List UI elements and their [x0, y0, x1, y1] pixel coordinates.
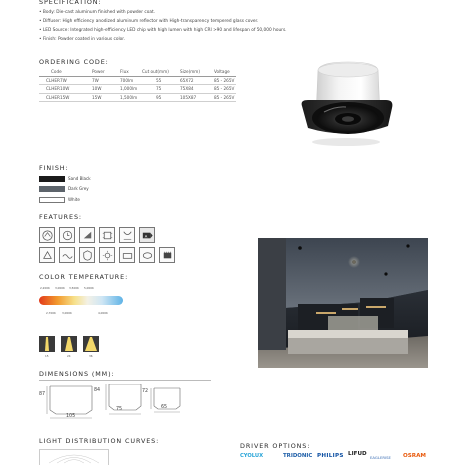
table-cell: 105X87 [180, 93, 214, 101]
column-header: Size(mm) [180, 67, 214, 77]
dimensions-title: DIMENSIONS (MM): [39, 370, 115, 378]
dimension-height: 87 [39, 392, 46, 397]
table-row [39, 77, 236, 85]
table-cell: 10W [92, 85, 120, 93]
angle-adjust-icon [119, 227, 135, 243]
ordering-code-title: ORDERING CODE: [39, 58, 109, 66]
table-cell: 95 [142, 93, 180, 101]
table-header-row [39, 67, 236, 77]
finish-label: White [68, 197, 80, 202]
heat-sink-icon [159, 247, 175, 263]
power-factor-icon [39, 247, 55, 263]
divider [39, 380, 211, 381]
glass-cover-icon [139, 247, 155, 263]
specification-title: SPECIFICATION: [39, 0, 102, 6]
light-distribution-title: LIGHT DISTRIBUTION CURVES: [39, 437, 160, 445]
column-header: Flux [120, 67, 142, 77]
cyolux-logo: CYOLUX [240, 453, 264, 459]
finish-swatch-dark-grey [39, 186, 65, 192]
cct-label: 3,000K [62, 311, 72, 315]
cct-label: 3,000K [55, 286, 65, 290]
spec-line: • Body: Die-cast aluminum finished with powder coat. [39, 10, 156, 15]
table-cell: 55 [142, 77, 180, 85]
beam-label: 15 [45, 354, 49, 358]
dimension-height: 84 [94, 388, 101, 393]
dimension-height: 72 [142, 389, 149, 394]
cri-icon [39, 227, 55, 243]
tridonic-logo: TRIDONIC [283, 453, 313, 459]
column-header: Code [39, 67, 92, 77]
column-header: Cut out(mm) [142, 67, 180, 77]
spec-line: • Finish: Powder coated in various color. [39, 37, 126, 42]
lifud-logo: LIFUD [348, 451, 367, 457]
eaglerise-logo: EAGLERISE [370, 455, 391, 460]
interior-kitchen-photo [258, 238, 428, 368]
philips-logo: PHILIPS [317, 453, 344, 459]
finish-label: Dark Grey [68, 186, 89, 191]
table-cell: 1,000lm [120, 85, 142, 93]
cct-label: 2,200K [40, 286, 50, 290]
cct-label: 3,500K [69, 286, 79, 290]
column-header: Voltage [214, 67, 236, 77]
beam-24-icon [61, 336, 77, 352]
product-downlight-image [296, 60, 400, 150]
beam-36-icon [83, 336, 99, 352]
spec-line: • Diffuser: High efficiency anodized aluminum reflector with High-transparency tempered glass cover. [39, 19, 259, 24]
table-cell: 7W [92, 77, 120, 85]
table-row [39, 85, 236, 93]
dimension-width: 105 [66, 414, 76, 419]
dimension-width: 75 [116, 407, 123, 412]
svg-text:A: A [144, 234, 148, 239]
table-cell: 700lm [120, 77, 142, 85]
dimension-width: 65 [161, 405, 168, 410]
table-cell: 85 - 265V [214, 78, 235, 84]
osram-logo: OSRAM [403, 453, 426, 459]
table-cell: 85 - 265V [214, 86, 235, 92]
table-cell: 15W [92, 93, 120, 101]
beam-label: 24 [67, 354, 71, 358]
sun-icon [99, 247, 115, 263]
finish-swatch-sand-black [39, 176, 65, 182]
table-cell: 65X72 [180, 77, 214, 85]
table-cell: CLHER10W [39, 85, 92, 93]
table-cell: 1,500lm [120, 93, 142, 101]
finish-label: Sand Black [68, 176, 91, 181]
beam-label: 36 [89, 354, 93, 358]
cct-label: 5,000K [84, 286, 94, 290]
column-header: Power [92, 67, 120, 77]
cct-label: 4,000K [98, 311, 108, 315]
ordering-table [39, 67, 236, 102]
dimension-drawings [36, 384, 216, 424]
spec-line: • LED Source: Integrated high-efficiency LED chip with high lumen with high CRI >90 and lifespan of 50,000 hours. [39, 28, 287, 33]
beam-15-icon [39, 336, 55, 352]
table-cell: CLHER7W [39, 77, 92, 85]
table-cell: 85 - 265V [214, 94, 235, 100]
color-temperature-title: COLOR TEMPERATURE: [39, 273, 129, 281]
flicker-free-icon [59, 247, 75, 263]
dimmable-icon [79, 227, 95, 243]
finish-swatch-white [39, 197, 65, 203]
led-chip-icon [99, 227, 115, 243]
color-temperature-bar [39, 296, 123, 305]
ceiling-cutout-icon [119, 247, 135, 263]
light-distribution-chart [39, 449, 109, 465]
table-cell: 75 [142, 85, 180, 93]
table-cell: 75X84 [180, 85, 214, 93]
finish-title: FINISH: [39, 164, 69, 172]
lifespan-icon [59, 227, 75, 243]
driver-options-title: DRIVER OPTIONS: [240, 442, 311, 450]
cct-label: 2,700K [46, 311, 56, 315]
table-row [39, 93, 236, 101]
table-cell: CLHER15W [39, 93, 92, 101]
features-title: FEATURES: [39, 213, 82, 221]
energy-class-icon [139, 227, 155, 243]
warranty-icon [79, 247, 95, 263]
